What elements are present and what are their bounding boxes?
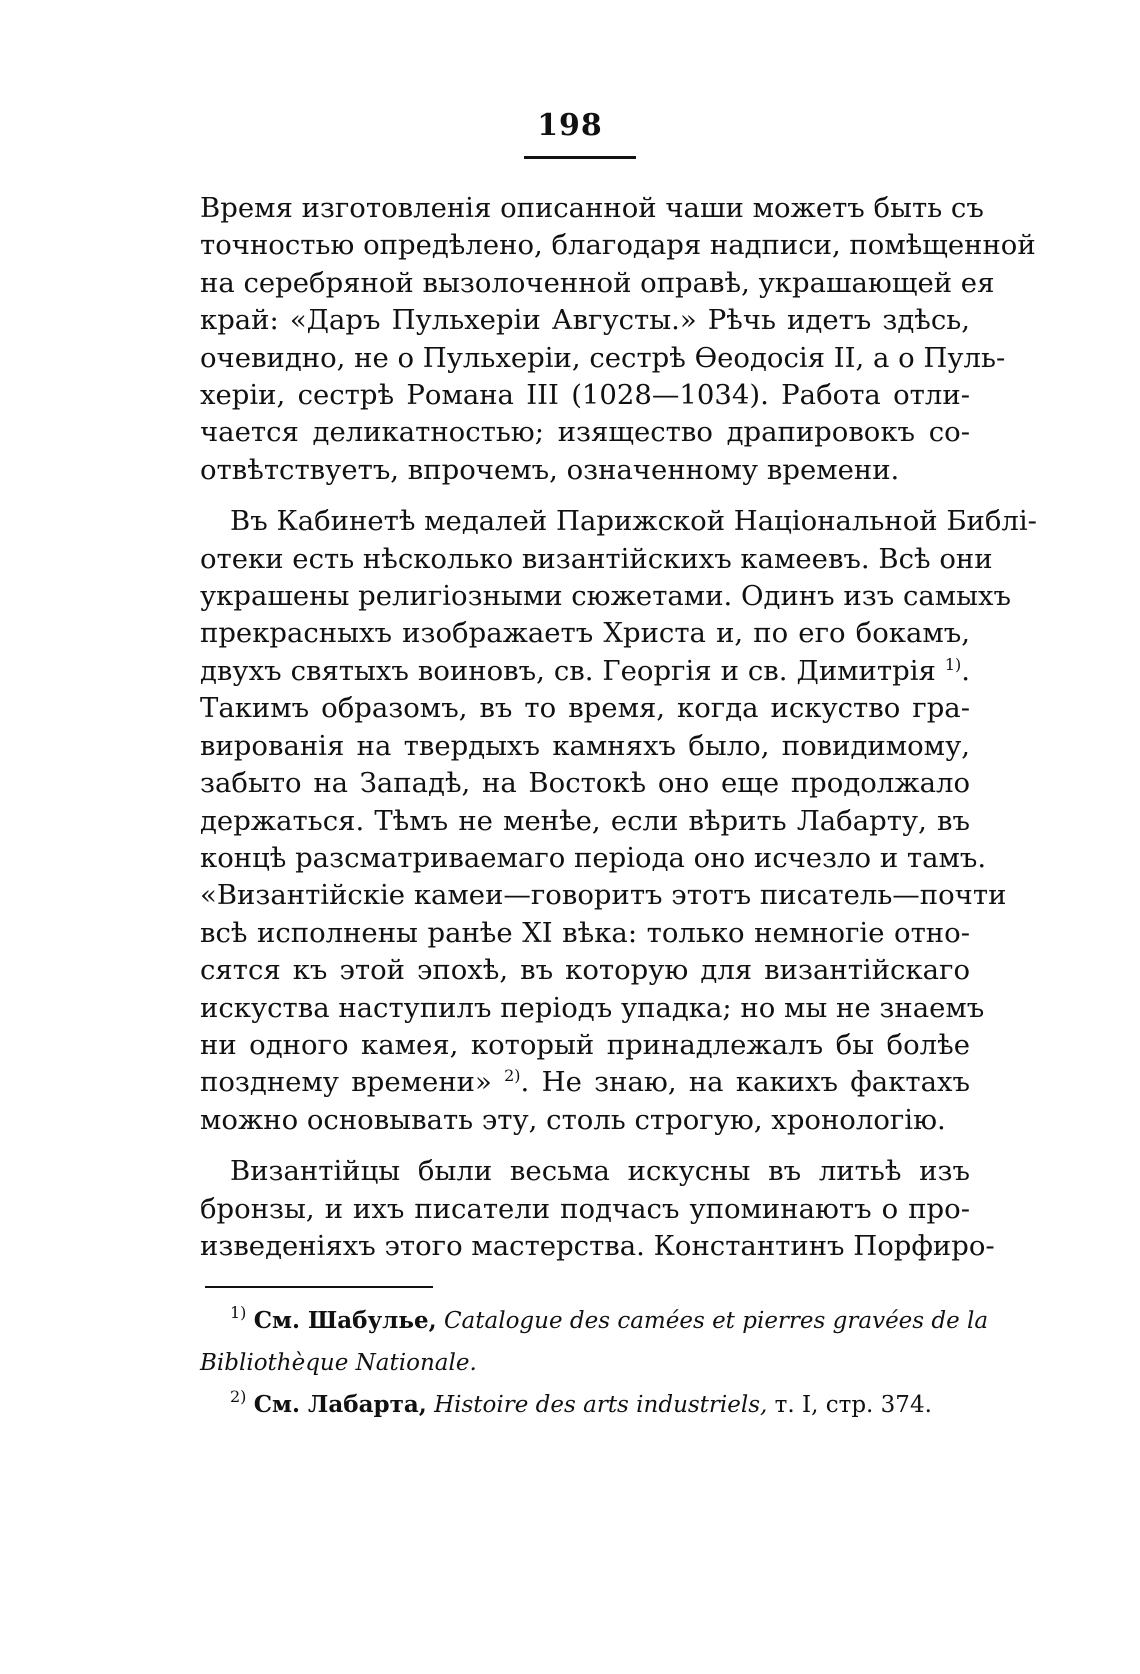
text-line: всѣ исполнены ранѣе XI вѣка: только немногіе отно- [200,916,970,949]
footnote-ref: 1) [944,654,962,674]
text-segment: Не знаю, на какихъ фактахъ [541,1066,971,1099]
footnote-2 [200,1384,970,1426]
footnote-marker: 2) [230,1387,247,1406]
text-line: можно основывать эту, столь строгую, хронологію. [200,1103,946,1136]
body-text [200,190,1037,1265]
paragraph-gap [200,489,970,503]
text-segment: позднему времени» [200,1066,492,1099]
text-line: прекрасныхъ изображаетъ Христа и, по его бокамъ, [200,617,970,650]
text-line: отеки есть нѣсколько византійскихъ камеевъ. Всѣ они [200,542,993,575]
footnote-prefix: См. Лабарта, [253,1391,427,1418]
footnote-ref: 2) [504,1066,521,1086]
footnote-title: Histoire des arts industriels, [434,1392,768,1418]
text-line: херіи, сестрѣ Романа III (1028—1034). Работа отли- [200,379,970,412]
text-line-with-ref: позднему времени» $^{2)}$. Не знаю, на какихъ фактахъ [200,1066,971,1099]
footnote-1-continued [200,1342,970,1384]
footnote-rule [205,1286,433,1288]
page-number-rule [524,156,636,159]
text-line: Въ Кабинетѣ медалей Парижской Національной Библі- [230,505,1037,538]
text-line: «Византійскіе камеи—говоритъ этотъ писатель—почти [200,879,1007,912]
text-line: Византійцы были весьма искусны въ литьѣ изъ [230,1155,970,1188]
text-line: вированія на твердыхъ камняхъ было, повидимому, [200,729,970,762]
footnote-suffix: т. I, стр. 374. [774,1392,932,1418]
text-line: чается деликатностью; изящество драпировокъ со- [200,416,970,449]
text-line: концѣ разсматриваемаго періода оно исчезло и тамъ. [200,841,987,874]
footnote-marker: 1) [230,1303,247,1322]
text-line: держаться. Тѣмъ не менѣе, если вѣрить Лабарту, въ [200,804,970,837]
text-line: очевидно, не о Пульхеріи, сестрѣ Өеодосія II, а о Пуль- [200,341,1006,374]
text-line: точностью опредѣлено, благодаря надписи, помѣщенной [200,229,1036,262]
text-line-with-ref: двухъ святыхъ воиновъ, св. Георгія и св. Димитрія $^{1)}$. [200,654,970,687]
text-line: ни одного камея, который принадлежалъ бы болѣе [200,1028,970,1061]
paragraph-1 [200,190,1036,489]
text-line: изведеніяхъ этого мастерства. Константинъ Порфиро- [200,1229,995,1262]
footnote-1 [200,1300,989,1342]
text-line: Время изготовленія описанной чаши можетъ быть съ [200,192,984,224]
text-line: искуства наступилъ періодъ упадка; но мы не знаемъ [200,991,985,1024]
text-line: край: «Даръ Пульхеріи Августы.» Рѣчь идетъ здѣсь, [200,304,970,337]
text-line: украшены религіозными сюжетами. Одинъ изъ самыхъ [200,580,1012,613]
text-line: отвѣтствуетъ, впрочемъ, означенному времени. [200,453,900,486]
paragraph-gap [200,1139,970,1153]
text-line: на серебряной вызолоченной оправѣ, украшающей ея [200,266,995,299]
text-line: сятся къ этой эпохѣ, въ которую для византійскаго [200,954,970,987]
paragraph-3 [200,1153,995,1265]
text-line: забыто на Западѣ, на Востокѣ оно еще продолжало [200,767,970,800]
text-line: бронзы, и ихъ писатели подчасъ упоминаютъ о про- [200,1192,970,1225]
footnote-prefix: См. Шабулье, [253,1307,437,1334]
text-line: Такимъ образомъ, въ то время, когда искуство гра- [200,692,970,725]
footnotes [200,1300,989,1426]
page-number: 198 [537,108,603,143]
text-segment: двухъ святыхъ воиновъ, св. Георгія и св. Димитрія [200,654,936,687]
paragraph-2 [200,503,1037,1139]
footnote-title-continued: Bibliothèque Nationale. [200,1350,477,1376]
footnote-title: Catalogue des camées et pierres gravées de la [443,1308,989,1334]
